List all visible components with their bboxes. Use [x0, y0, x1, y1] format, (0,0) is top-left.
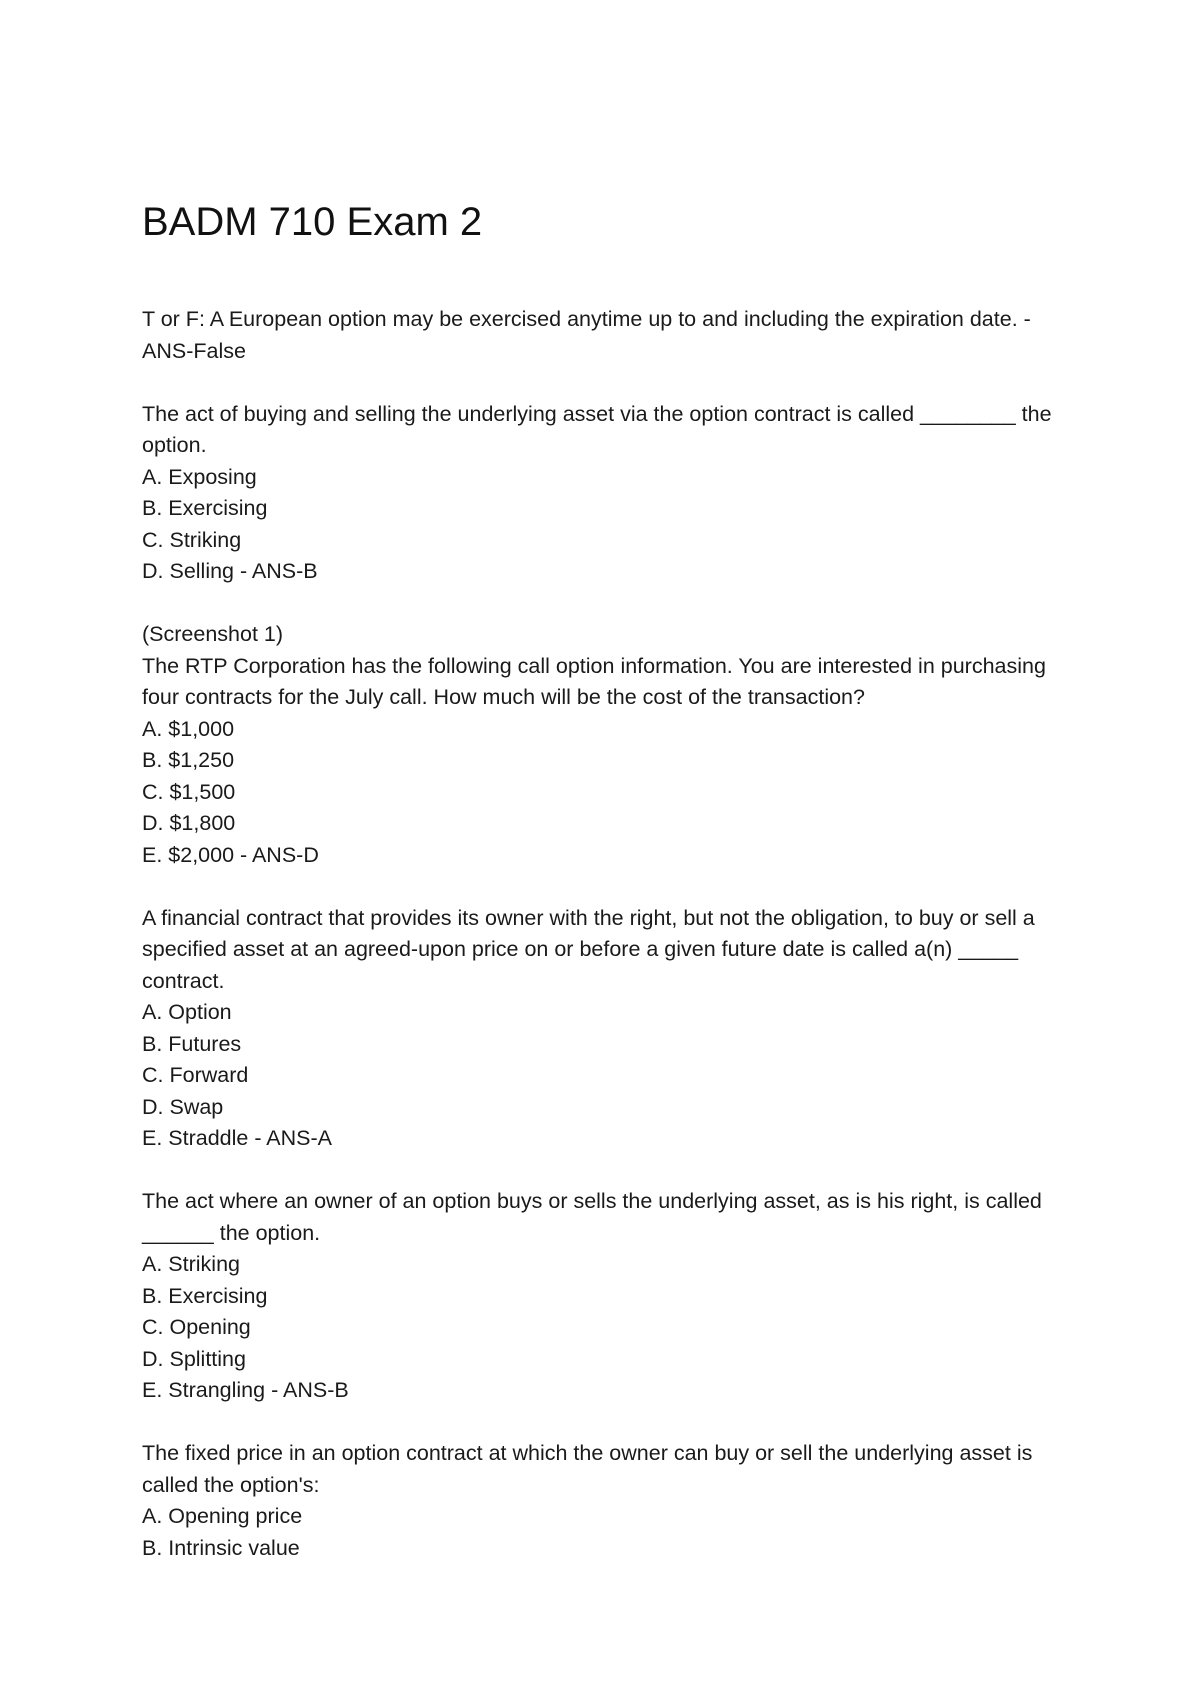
answer-option: B. Futures: [142, 1031, 242, 1056]
answer-option: C. $1,500: [142, 779, 236, 804]
question-text: The act of buying and selling the underlying asset via the option contract is called ________ the option.: [142, 401, 1052, 457]
answer-option: B. $1,250: [142, 748, 235, 772]
question-text: The fixed price in an option contract at which the owner can buy or sell the underlying asset is called the option's:: [142, 1441, 1033, 1497]
answer-option: A. Opening price: [142, 1504, 303, 1528]
answer-option: C. Opening: [142, 1315, 251, 1339]
question-3: [142, 619, 1072, 871]
answer-option: D. Splitting: [142, 1346, 246, 1371]
answer-option: D. $1,800: [142, 811, 236, 835]
answer-option: A. $1,000: [142, 716, 235, 741]
question-prefix: (Screenshot 1): [142, 622, 284, 646]
question-text: A financial contract that provides its owner with the right, but not the obligation, to buy or sell a specified asset at an agreed-upon price on or before a given future date is called a(n) _____ contract.: [142, 905, 1035, 993]
question-5: [142, 1186, 1072, 1407]
answer-option: B. Exercising: [142, 1283, 268, 1308]
question-1: [142, 304, 1072, 367]
question-4: [142, 903, 1072, 1155]
answer-option: E. $2,000 - ANS-D: [142, 842, 319, 867]
answer-option: D. Selling - ANS-B: [142, 559, 318, 583]
answer-option: B. Intrinsic value: [142, 1535, 300, 1560]
answer-option: C. Forward: [142, 1063, 249, 1087]
answer-option: A. Striking: [142, 1252, 240, 1276]
answer-option: B. Exercising: [142, 496, 268, 520]
answer-option: E. Straddle - ANS-A: [142, 1126, 332, 1150]
question-6: [142, 1438, 1072, 1564]
document-title: BADM 710 Exam 2: [142, 200, 483, 244]
document-page: [142, 198, 1072, 1596]
question-text: The act where an owner of an option buys or sells the underlying asset, as is his right, is called ______ the option.: [142, 1189, 1042, 1245]
answer-option: E. Strangling - ANS-B: [142, 1378, 349, 1402]
question-text: The RTP Corporation has the following call option information. You are interested in purchasing four contracts for the July call. How much will be the cost of the transaction?: [142, 653, 1046, 709]
answer-option: A. Exposing: [142, 464, 257, 489]
answer-option: C. Striking: [142, 527, 242, 552]
question-2: [142, 399, 1072, 588]
answer-option: A. Option: [142, 1000, 232, 1024]
question-text: T or F: A European option may be exercised anytime up to and including the expiration date. - ANS-False: [142, 307, 1031, 363]
answer-option: D. Swap: [142, 1094, 224, 1119]
